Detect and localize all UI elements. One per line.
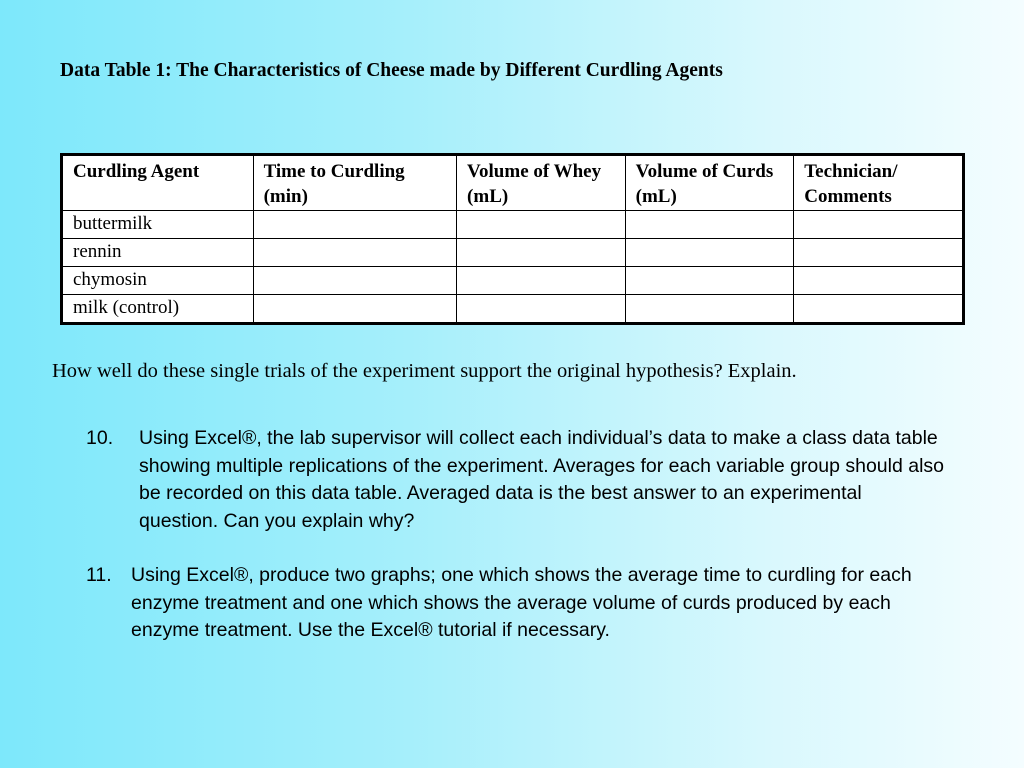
cell-agent: rennin xyxy=(62,239,254,267)
cell-time xyxy=(253,295,456,324)
cell-comments xyxy=(794,267,964,295)
cell-agent: buttermilk xyxy=(62,211,254,239)
table-title: Data Table 1: The Characteristics of Cheese made by Different Curdling Agents xyxy=(60,60,723,81)
table-row xyxy=(62,239,964,267)
cell-agent: milk (control) xyxy=(62,295,254,324)
table-row xyxy=(62,267,964,295)
cell-comments xyxy=(794,295,964,324)
cell-time xyxy=(253,267,456,295)
cell-comments xyxy=(794,239,964,267)
cell-curds xyxy=(625,267,794,295)
cell-comments xyxy=(794,211,964,239)
item-number: 10. xyxy=(86,427,114,449)
table-row xyxy=(62,295,964,324)
data-table xyxy=(60,153,965,325)
table-row xyxy=(62,211,964,239)
header-technician-comments: Technician/ Comments xyxy=(794,155,964,211)
cell-whey xyxy=(457,211,626,239)
item-text: Using Excel®, produce two graphs; one which shows the average time to curdling for each enzyme treatment and one which shows the average volume of curds produced by each enzyme treatment. Use the Excel® tutorial if necessary. xyxy=(131,564,912,641)
table-header-row xyxy=(62,155,964,211)
item-number: 11. xyxy=(86,564,112,586)
cell-time xyxy=(253,211,456,239)
cell-agent: chymosin xyxy=(62,267,254,295)
cell-whey xyxy=(457,295,626,324)
header-volume-of-curds: Volume of Curds (mL) xyxy=(625,155,794,211)
list-item xyxy=(86,562,946,645)
item-text: Using Excel®, the lab supervisor will collect each individual’s data to make a class data table showing multiple replications of the experiment. Averages for each variable group should also be recorded on this data table. Averaged data is the best answer to an experimental question. Can you explain why? xyxy=(139,427,945,532)
list-item xyxy=(86,425,946,535)
header-time-to-curdling: Time to Curdling (min) xyxy=(253,155,456,211)
cell-curds xyxy=(625,211,794,239)
question-text: How well do these single trials of the experiment support the original hypothesis? Explain. xyxy=(52,360,797,382)
header-volume-of-whey: Volume of Whey (mL) xyxy=(457,155,626,211)
cell-time xyxy=(253,239,456,267)
cell-curds xyxy=(625,239,794,267)
cell-curds xyxy=(625,295,794,324)
cell-whey xyxy=(457,267,626,295)
cell-whey xyxy=(457,239,626,267)
header-curdling-agent: Curdling Agent xyxy=(62,155,254,211)
